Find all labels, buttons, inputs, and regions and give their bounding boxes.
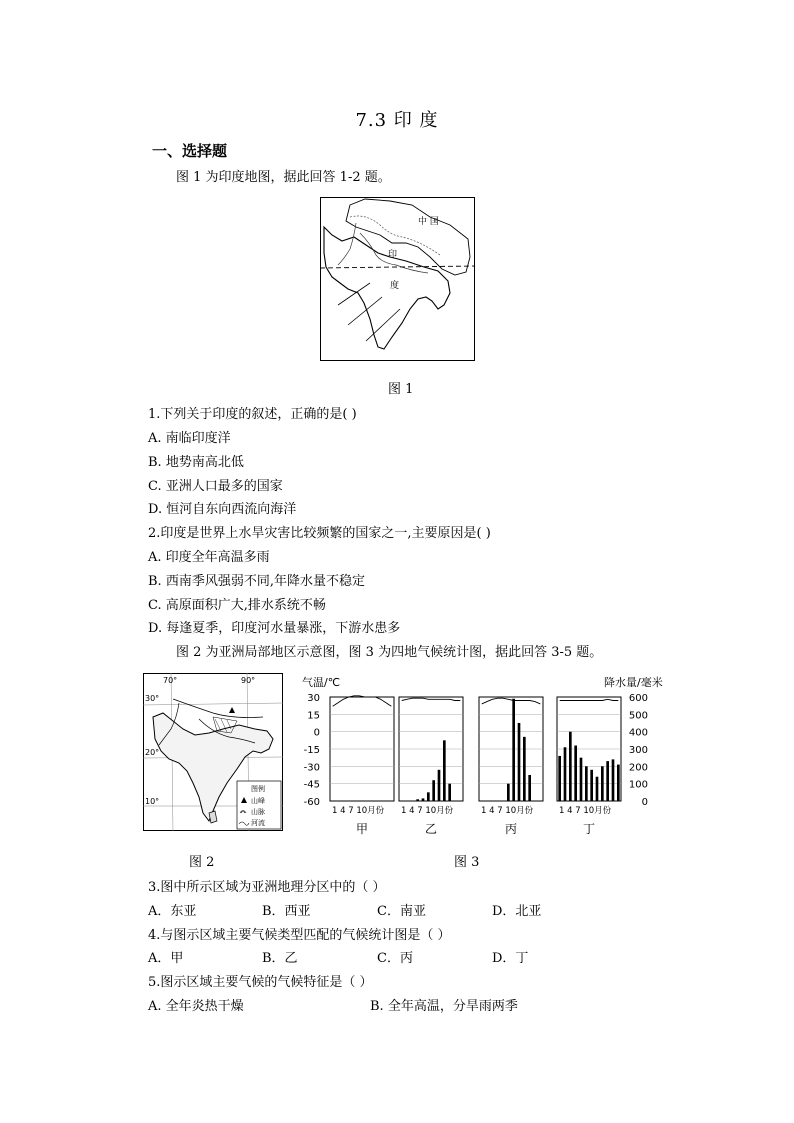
q2-option-a: A. 印度全年高温多雨 bbox=[148, 550, 270, 565]
q4-option-a: A．甲 bbox=[148, 951, 184, 966]
q4-stem: 4.与图示区域主要气候类型匹配的气候统计图是（ ） bbox=[148, 928, 451, 943]
precip-bar bbox=[569, 732, 572, 801]
precip-bar bbox=[432, 780, 435, 801]
precip-bar bbox=[574, 746, 577, 801]
precip-bar bbox=[512, 699, 515, 801]
precip-tick-label: 200 bbox=[628, 762, 648, 774]
figure-2-asia-map bbox=[143, 673, 283, 831]
precip-tick-label: 500 bbox=[628, 710, 648, 722]
precip-bar bbox=[617, 765, 620, 801]
precip-bar bbox=[558, 756, 561, 801]
map-frame bbox=[321, 198, 475, 361]
panel-name: 甲 bbox=[356, 822, 369, 836]
q3-option-d: D．北亚 bbox=[492, 904, 542, 919]
precip-bar bbox=[427, 792, 430, 801]
month-axis-label: 1 4 7 10月份 bbox=[401, 806, 454, 816]
temp-tick-label: -45 bbox=[303, 779, 320, 791]
intro-text-1: 图 1 为印度地图，据此回答 1-2 题。 bbox=[176, 170, 391, 185]
q3-option-a: A．东亚 bbox=[148, 904, 197, 919]
precip-bar bbox=[585, 766, 588, 801]
lat-20-label: 20° bbox=[145, 748, 160, 757]
precip-tick-label: 400 bbox=[628, 727, 648, 739]
q3-option-c: C．南亚 bbox=[377, 904, 426, 919]
map-label-china: 中 国 bbox=[418, 217, 439, 227]
q1-stem: 1.下列关于印度的叙述，正确的是( ) bbox=[148, 407, 357, 422]
legend-river-label: 河流 bbox=[251, 819, 265, 827]
precip-bar bbox=[507, 784, 510, 801]
precip-bar bbox=[601, 766, 604, 801]
temp-tick-label: 15 bbox=[307, 710, 320, 722]
legend-range-label: 山脉 bbox=[251, 808, 265, 816]
q2-option-b: B. 西南季风强弱不同,年降水量不稳定 bbox=[148, 574, 365, 589]
precip-tick-label: 100 bbox=[628, 779, 648, 791]
precip-bar bbox=[580, 758, 583, 801]
page-title: 7.3 印 度 bbox=[355, 110, 439, 131]
precip-tick-label: 0 bbox=[641, 797, 648, 808]
map-label-yin: 印 bbox=[388, 250, 398, 260]
precip-bar bbox=[528, 775, 531, 801]
precip-bar bbox=[606, 761, 609, 801]
legend-peak-label: 山峰 bbox=[251, 797, 265, 805]
legend-title: 图例 bbox=[251, 785, 265, 793]
lon-70-label: 70° bbox=[163, 676, 178, 685]
q5-option-a: A. 全年炎热干燥 bbox=[148, 999, 244, 1014]
q2-option-c: C. 高原面积广大,排水系统不畅 bbox=[148, 598, 326, 613]
q1-option-c: C. 亚洲人口最多的国家 bbox=[148, 479, 283, 494]
precip-bar bbox=[612, 759, 615, 801]
q5-stem: 5.图示区域主要气候的气候特征是（ ） bbox=[148, 975, 373, 990]
q2-stem: 2.印度是世界上水旱灾害比较频繁的国家之一,主要原因是( ) bbox=[148, 526, 491, 541]
map-label-du: 度 bbox=[390, 281, 400, 291]
precip-bar bbox=[590, 770, 593, 801]
precip-bar bbox=[564, 747, 567, 801]
q1-option-b: B. 地势南高北低 bbox=[148, 455, 244, 470]
climate-panel-4 bbox=[557, 697, 621, 836]
section-heading: 一、选择题 bbox=[152, 142, 228, 160]
temp-tick-label: -30 bbox=[303, 762, 320, 774]
temp-tick-label: 30 bbox=[307, 693, 320, 704]
precip-bar bbox=[438, 770, 441, 801]
q4-option-b: B．乙 bbox=[262, 951, 298, 966]
precip-bar bbox=[518, 723, 521, 801]
q3-stem: 3.图中所示区域为亚洲地理分区中的（ ） bbox=[148, 880, 386, 895]
precip-bar bbox=[422, 798, 425, 801]
climate-panel-1 bbox=[330, 696, 394, 836]
q2-option-d: D. 每逢夏季，印度河水量暴涨，下游水患多 bbox=[148, 621, 401, 636]
temp-tick-labels bbox=[304, 693, 320, 808]
lat-10-label: 10° bbox=[145, 797, 160, 806]
q4-option-c: C．丙 bbox=[377, 951, 413, 966]
q1-option-d: D. 恒河自东向西流向海洋 bbox=[148, 502, 297, 517]
lat-30-label: 30° bbox=[145, 694, 160, 703]
precip-axis-title: 降水量/毫米 bbox=[604, 676, 663, 689]
temp-tick-label: -60 bbox=[303, 797, 320, 808]
panel-name: 丙 bbox=[505, 822, 518, 836]
q5-option-b: B. 全年高温，分旱雨两季 bbox=[370, 999, 518, 1014]
figure-1-caption: 图 1 bbox=[388, 382, 414, 397]
figure-1-india-map bbox=[320, 197, 475, 361]
precip-bar bbox=[443, 740, 446, 801]
lon-90-label: 90° bbox=[241, 676, 256, 685]
figure-3-climate-charts bbox=[290, 673, 675, 841]
precip-bar bbox=[596, 777, 599, 801]
q3-option-b: B．西亚 bbox=[262, 904, 311, 919]
panel-name: 乙 bbox=[425, 822, 438, 836]
panel-name: 丁 bbox=[583, 822, 596, 836]
temp-axis-title: 气温/℃ bbox=[302, 676, 341, 689]
temp-tick-label: -15 bbox=[303, 745, 320, 756]
precip-tick-label: 600 bbox=[628, 693, 648, 704]
precip-tick-label: 300 bbox=[628, 745, 648, 756]
month-axis-label: 1 4 7 10月份 bbox=[332, 806, 385, 816]
climate-panel-3 bbox=[479, 697, 543, 836]
precip-bar bbox=[416, 799, 419, 801]
figure-3-caption: 图 3 bbox=[454, 855, 480, 870]
precip-bar bbox=[448, 784, 451, 801]
precip-bar bbox=[523, 737, 526, 801]
month-axis-label: 1 4 7 10月份 bbox=[559, 806, 612, 816]
climate-panel-2 bbox=[399, 697, 463, 836]
figure-2-caption: 图 2 bbox=[189, 855, 215, 870]
temp-tick-label: 0 bbox=[313, 727, 320, 739]
intro-text-2: 图 2 为亚洲局部地区示意图，图 3 为四地气候统计图，据此回答 3-5 题。 bbox=[176, 645, 603, 660]
q4-option-d: D．丁 bbox=[492, 951, 529, 966]
month-axis-label: 1 4 7 10月份 bbox=[481, 806, 534, 816]
precip-tick-labels bbox=[629, 693, 648, 808]
q1-option-a: A. 南临印度洋 bbox=[148, 431, 231, 446]
